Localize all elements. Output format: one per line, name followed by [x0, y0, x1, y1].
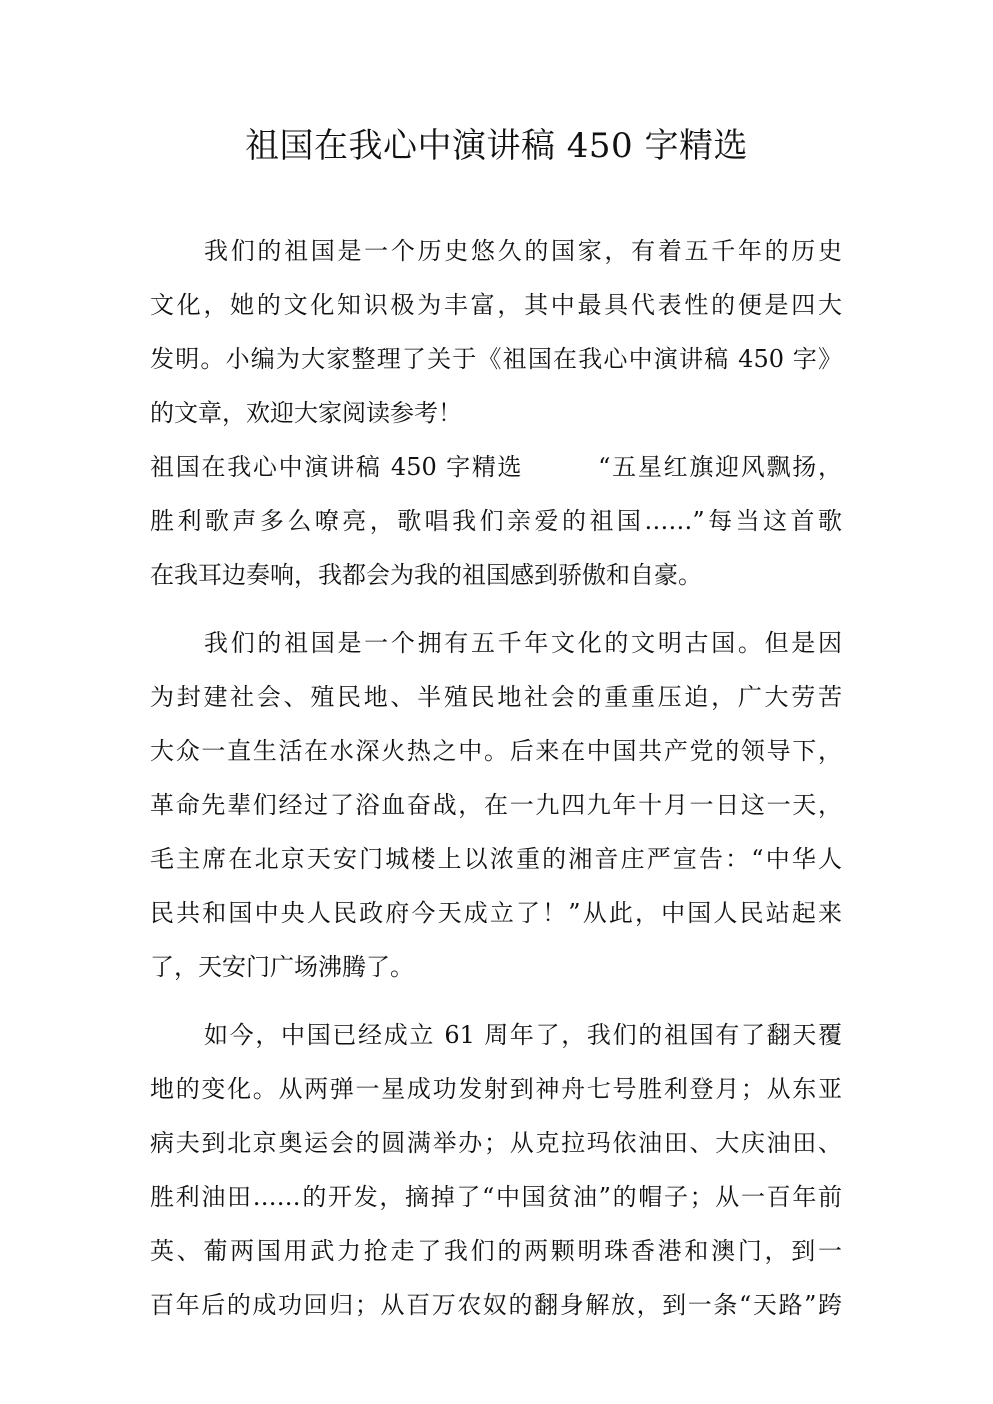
paragraph-line: 民共和国中央人民政府今天成立了！”从此，中国人民站起来	[150, 899, 842, 927]
paragraph-line: 英、葡两国用武力抢走了我们的两颗明珠香港和澳门，到一	[150, 1237, 842, 1265]
paragraph-line: 发明。小编为大家整理了关于《祖国在我心中演讲稿 450 字》	[150, 345, 842, 373]
paragraph-line: 在我耳边奏响，我都会为我的祖国感到骄傲和自豪。	[150, 561, 702, 589]
paragraph-line: 文化，她的文化知识极为丰富，其中最具代表性的便是四大	[150, 291, 842, 319]
paragraph-line: 了，天安门广场沸腾了。	[150, 953, 414, 981]
paragraph-line: 胜利歌声多么嘹亮，歌唱我们亲爱的祖国……”每当这首歌	[150, 507, 842, 535]
paragraph-gap	[150, 602, 842, 616]
paragraph-line: 我们的祖国是一个历史悠久的国家，有着五千年的历史	[204, 237, 842, 265]
paragraph-line: 病夫到北京奥运会的圆满举办；从克拉玛依油田、大庆油田、	[150, 1129, 842, 1157]
document-body	[150, 224, 842, 1332]
paragraph-line: 百年后的成功回归；从百万农奴的翻身解放，到一条“天路”跨	[150, 1291, 842, 1319]
document-title: 祖国在我心中演讲稿 450 字精选	[244, 126, 748, 166]
paragraph-line: 为封建社会、殖民地、半殖民地社会的重重压迫，广大劳苦	[150, 683, 842, 711]
paragraph-gap	[150, 994, 842, 1008]
paragraph-line: 革命先辈们经过了浴血奋战，在一九四九年十月一日这一天，	[150, 791, 842, 819]
paragraph-line: 祖国在我心中演讲稿 450 字精选 “五星红旗迎风飘扬，	[150, 453, 842, 481]
paragraph-line: 大众一直生活在水深火热之中。后来在中国共产党的领导下，	[150, 737, 842, 765]
paragraph-line: 的文章，欢迎大家阅读参考！	[150, 399, 462, 427]
paragraph-line: 胜利油田……的开发，摘掉了“中国贫油”的帽子；从一百年前	[150, 1183, 842, 1211]
paragraph-line: 毛主席在北京天安门城楼上以浓重的湘音庄严宣告：“中华人	[150, 845, 842, 873]
paragraph-line: 如今，中国已经成立 61 周年了，我们的祖国有了翻天覆	[204, 1021, 842, 1049]
paragraph-line: 我们的祖国是一个拥有五千年文化的文明古国。但是因	[204, 629, 842, 657]
paragraph-line: 地的变化。从两弹一星成功发射到神舟七号胜利登月；从东亚	[150, 1075, 842, 1103]
